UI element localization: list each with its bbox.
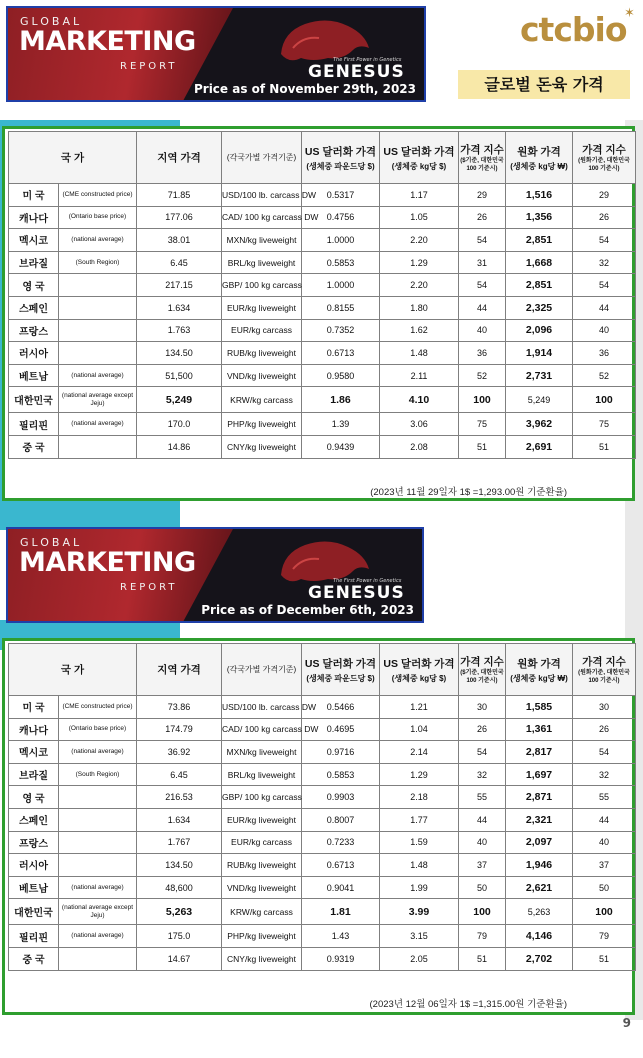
local-price: 14.86 bbox=[137, 435, 222, 458]
index-usd: 79 bbox=[459, 925, 506, 948]
krw-per-kg: 2,731 bbox=[506, 364, 573, 387]
index-usd: 44 bbox=[459, 296, 506, 319]
banner-tagline: The First Power in Genetics bbox=[333, 57, 402, 63]
table-row bbox=[9, 696, 636, 719]
header-local-price: 지역 가격 bbox=[137, 644, 222, 696]
local-price: 6.45 bbox=[137, 251, 222, 274]
price-basis-note bbox=[59, 319, 137, 342]
table-row bbox=[9, 947, 636, 970]
usd-per-kg: 3.15 bbox=[380, 925, 459, 948]
usd-per-kg: 2.05 bbox=[380, 947, 459, 970]
star-icon: ✶ bbox=[624, 6, 634, 21]
usd-per-lb: 0.7233 bbox=[302, 831, 380, 854]
index-usd: 37 bbox=[459, 854, 506, 877]
price-unit: CNY/kg liveweight bbox=[222, 947, 302, 970]
table-row bbox=[9, 786, 636, 809]
price-basis-note bbox=[59, 947, 137, 970]
header-usd-kg: US 달러화 가격 (생체중 kg당 $) bbox=[380, 644, 459, 696]
index-krw: 55 bbox=[573, 786, 636, 809]
krw-per-kg: 1,668 bbox=[506, 251, 573, 274]
krw-per-kg: 2,097 bbox=[506, 831, 573, 854]
index-usd: 54 bbox=[459, 229, 506, 252]
table-row bbox=[9, 229, 636, 252]
country-name: 필리핀 bbox=[9, 413, 59, 436]
krw-per-kg: 1,914 bbox=[506, 342, 573, 365]
price-basis-note: (national average) bbox=[59, 741, 137, 764]
table-spacer-row bbox=[9, 458, 636, 480]
krw-per-kg: 2,851 bbox=[506, 229, 573, 252]
price-basis-note: (South Region) bbox=[59, 763, 137, 786]
local-price: 73.86 bbox=[137, 696, 222, 719]
index-usd: 54 bbox=[459, 741, 506, 764]
country-name: 영 국 bbox=[9, 274, 59, 297]
price-date: Price as of November 29th, 2023 bbox=[193, 82, 416, 96]
price-unit: EUR/kg liveweight bbox=[222, 296, 302, 319]
price-unit: KRW/kg carcass bbox=[222, 387, 302, 413]
table-row bbox=[9, 274, 636, 297]
usd-per-kg: 1.05 bbox=[380, 206, 459, 229]
index-krw: 40 bbox=[573, 319, 636, 342]
price-basis-note: (national average) bbox=[59, 925, 137, 948]
table-row bbox=[9, 854, 636, 877]
usd-per-lb: 1.86 bbox=[302, 387, 380, 413]
price-unit: EUR/kg liveweight bbox=[222, 808, 302, 831]
usd-per-kg: 1.62 bbox=[380, 319, 459, 342]
price-unit: PHP/kg liveweight bbox=[222, 925, 302, 948]
price-basis-note bbox=[59, 342, 137, 365]
usd-per-kg: 1.04 bbox=[380, 718, 459, 741]
index-usd: 75 bbox=[459, 413, 506, 436]
price-basis-note: (national average) bbox=[59, 876, 137, 899]
banner-report: REPORT bbox=[120, 61, 178, 72]
header-usd-lb: US 달러화 가격 (생체중 파운드당 $) bbox=[302, 644, 380, 696]
usd-per-kg: 3.99 bbox=[380, 899, 459, 925]
country-name: 멕시코 bbox=[9, 741, 59, 764]
krw-per-kg: 2,321 bbox=[506, 808, 573, 831]
country-name: 대한민국 bbox=[9, 387, 59, 413]
table-header-row bbox=[9, 644, 636, 696]
index-krw: 32 bbox=[573, 763, 636, 786]
local-price: 216.53 bbox=[137, 786, 222, 809]
price-unit: PHP/kg liveweight bbox=[222, 413, 302, 436]
header-usd-lb: US 달러화 가격 (생체중 파운드당 $) bbox=[302, 132, 380, 184]
usd-per-lb: 0.9319 bbox=[302, 947, 380, 970]
country-name: 미 국 bbox=[9, 696, 59, 719]
price-table-panel-1 bbox=[2, 126, 635, 501]
index-krw: 79 bbox=[573, 925, 636, 948]
country-name: 러시아 bbox=[9, 854, 59, 877]
usd-per-lb: 0.5317 bbox=[302, 184, 380, 207]
usd-per-kg: 1.17 bbox=[380, 184, 459, 207]
price-basis-note: (national average) bbox=[59, 364, 137, 387]
usd-per-kg: 1.48 bbox=[380, 342, 459, 365]
price-unit: GBP/ 100 kg carcass bbox=[222, 786, 302, 809]
usd-per-lb: 0.9580 bbox=[302, 364, 380, 387]
country-name: 중 국 bbox=[9, 435, 59, 458]
price-unit: MXN/kg liveweight bbox=[222, 741, 302, 764]
krw-per-kg: 1,361 bbox=[506, 718, 573, 741]
country-name: 스페인 bbox=[9, 296, 59, 319]
price-unit: CNY/kg liveweight bbox=[222, 435, 302, 458]
krw-per-kg: 2,621 bbox=[506, 876, 573, 899]
krw-per-kg: 1,697 bbox=[506, 763, 573, 786]
header-krw: 원화 가격 (생체중 kg당 ₩) bbox=[506, 132, 573, 184]
price-unit: USD/100 lb. carcass DW bbox=[222, 696, 302, 719]
table-header-row bbox=[9, 132, 636, 184]
krw-per-kg: 2,096 bbox=[506, 319, 573, 342]
country-name: 영 국 bbox=[9, 786, 59, 809]
index-krw: 52 bbox=[573, 364, 636, 387]
price-unit: EUR/kg carcass bbox=[222, 831, 302, 854]
table-row bbox=[9, 184, 636, 207]
table-row bbox=[9, 899, 636, 925]
local-price: 134.50 bbox=[137, 854, 222, 877]
header-index-krw: 가격 지수 (원화기준, 대한민국 100 기준시) bbox=[573, 644, 636, 696]
price-table bbox=[8, 131, 636, 480]
usd-per-kg: 1.80 bbox=[380, 296, 459, 319]
usd-per-kg: 2.20 bbox=[380, 229, 459, 252]
exchange-rate-note-2: (2023년 12월 06일자 1$ =1,315.00원 기준환율) bbox=[369, 999, 567, 1010]
usd-per-kg: 1.77 bbox=[380, 808, 459, 831]
header-country: 국 가 bbox=[9, 644, 137, 696]
header-country: 국 가 bbox=[9, 132, 137, 184]
index-krw: 30 bbox=[573, 696, 636, 719]
banner-marketing-2: MARKETING bbox=[19, 547, 196, 578]
table-row bbox=[9, 251, 636, 274]
index-usd: 51 bbox=[459, 435, 506, 458]
local-price: 6.45 bbox=[137, 763, 222, 786]
index-krw: 44 bbox=[573, 296, 636, 319]
local-price: 1.634 bbox=[137, 296, 222, 319]
krw-per-kg: 2,817 bbox=[506, 741, 573, 764]
banner-genesus: GENESUS bbox=[308, 62, 405, 82]
price-unit: MXN/kg liveweight bbox=[222, 229, 302, 252]
index-krw: 51 bbox=[573, 435, 636, 458]
usd-per-lb: 0.9903 bbox=[302, 786, 380, 809]
index-krw: 37 bbox=[573, 854, 636, 877]
table-row bbox=[9, 319, 636, 342]
banner-report-2: REPORT bbox=[120, 582, 178, 593]
krw-per-kg: 1,946 bbox=[506, 854, 573, 877]
index-krw: 54 bbox=[573, 741, 636, 764]
country-name: 미 국 bbox=[9, 184, 59, 207]
index-krw: 40 bbox=[573, 831, 636, 854]
local-price: 1.634 bbox=[137, 808, 222, 831]
usd-per-lb: 1.81 bbox=[302, 899, 380, 925]
local-price: 5,263 bbox=[137, 899, 222, 925]
index-krw: 36 bbox=[573, 342, 636, 365]
marketing-report-banner bbox=[6, 6, 426, 102]
index-usd: 32 bbox=[459, 763, 506, 786]
local-price: 38.01 bbox=[137, 229, 222, 252]
price-basis-note bbox=[59, 435, 137, 458]
price-unit: VND/kg liveweight bbox=[222, 364, 302, 387]
usd-per-lb: 0.7352 bbox=[302, 319, 380, 342]
usd-per-kg: 4.10 bbox=[380, 387, 459, 413]
table-row bbox=[9, 296, 636, 319]
price-basis-note bbox=[59, 808, 137, 831]
krw-per-kg: 5,263 bbox=[506, 899, 573, 925]
index-usd: 26 bbox=[459, 718, 506, 741]
price-unit: RUB/kg liveweight bbox=[222, 342, 302, 365]
page-title: 글로벌 돈육 가격 bbox=[458, 70, 630, 99]
usd-per-lb: 1.0000 bbox=[302, 229, 380, 252]
country-name: 베트남 bbox=[9, 876, 59, 899]
index-krw: 100 bbox=[573, 387, 636, 413]
country-name: 대한민국 bbox=[9, 899, 59, 925]
usd-per-kg: 2.20 bbox=[380, 274, 459, 297]
index-usd: 36 bbox=[459, 342, 506, 365]
marketing-report-banner-2 bbox=[6, 527, 424, 623]
index-krw: 26 bbox=[573, 206, 636, 229]
local-price: 175.0 bbox=[137, 925, 222, 948]
index-usd: 30 bbox=[459, 696, 506, 719]
table-row bbox=[9, 435, 636, 458]
table-row bbox=[9, 342, 636, 365]
local-price: 14.67 bbox=[137, 947, 222, 970]
table-row bbox=[9, 718, 636, 741]
usd-per-kg: 2.18 bbox=[380, 786, 459, 809]
country-name: 브라질 bbox=[9, 251, 59, 274]
price-unit: VND/kg liveweight bbox=[222, 876, 302, 899]
table-row bbox=[9, 206, 636, 229]
usd-per-lb: 0.5853 bbox=[302, 251, 380, 274]
krw-per-kg: 1,356 bbox=[506, 206, 573, 229]
banner-global: GLOBAL bbox=[20, 15, 83, 28]
usd-per-kg: 2.11 bbox=[380, 364, 459, 387]
price-basis-note: (Ontario base price) bbox=[59, 206, 137, 229]
price-table bbox=[8, 643, 636, 992]
price-basis-note: (CME constructed price) bbox=[59, 696, 137, 719]
price-unit: USD/100 lb. carcass DW bbox=[222, 184, 302, 207]
price-basis-note bbox=[59, 274, 137, 297]
local-price: 217.15 bbox=[137, 274, 222, 297]
krw-per-kg: 2,851 bbox=[506, 274, 573, 297]
price-basis-note bbox=[59, 786, 137, 809]
krw-per-kg: 3,962 bbox=[506, 413, 573, 436]
country-name: 중 국 bbox=[9, 947, 59, 970]
price-basis-note: (Ontario base price) bbox=[59, 718, 137, 741]
price-unit: RUB/kg liveweight bbox=[222, 854, 302, 877]
index-krw: 100 bbox=[573, 899, 636, 925]
index-usd: 55 bbox=[459, 786, 506, 809]
usd-per-kg: 3.06 bbox=[380, 413, 459, 436]
krw-per-kg: 2,702 bbox=[506, 947, 573, 970]
local-price: 48,600 bbox=[137, 876, 222, 899]
banner-tagline-2: The First Power in Genetics bbox=[333, 578, 402, 584]
country-name: 캐나다 bbox=[9, 206, 59, 229]
index-krw: 75 bbox=[573, 413, 636, 436]
index-usd: 100 bbox=[459, 387, 506, 413]
usd-per-lb: 1.39 bbox=[302, 413, 380, 436]
country-name: 프랑스 bbox=[9, 831, 59, 854]
header-index-usd: 가격 지수 ($기준, 대한민국 100 기준시) bbox=[459, 644, 506, 696]
header-local-price: 지역 가격 bbox=[137, 132, 222, 184]
logo-text: ctcbio bbox=[520, 10, 627, 49]
price-basis-note: (national average) bbox=[59, 229, 137, 252]
local-price: 5,249 bbox=[137, 387, 222, 413]
usd-per-lb: 0.8007 bbox=[302, 808, 380, 831]
usd-per-lb: 0.6713 bbox=[302, 854, 380, 877]
local-price: 36.92 bbox=[137, 741, 222, 764]
price-unit: EUR/kg carcass bbox=[222, 319, 302, 342]
usd-per-lb: 0.5466 bbox=[302, 696, 380, 719]
price-basis-note: (national average except Jeju) bbox=[59, 387, 137, 413]
krw-per-kg: 1,585 bbox=[506, 696, 573, 719]
local-price: 134.50 bbox=[137, 342, 222, 365]
table-row bbox=[9, 763, 636, 786]
usd-per-lb: 0.9041 bbox=[302, 876, 380, 899]
usd-per-kg: 2.08 bbox=[380, 435, 459, 458]
usd-per-kg: 1.48 bbox=[380, 854, 459, 877]
page-number: 9 bbox=[622, 1016, 631, 1030]
ctcbio-logo bbox=[520, 6, 634, 49]
krw-per-kg: 1,516 bbox=[506, 184, 573, 207]
usd-per-lb: 0.5853 bbox=[302, 763, 380, 786]
krw-per-kg: 2,325 bbox=[506, 296, 573, 319]
banner-global-2: GLOBAL bbox=[20, 536, 83, 549]
usd-per-kg: 1.59 bbox=[380, 831, 459, 854]
usd-per-kg: 1.29 bbox=[380, 251, 459, 274]
index-krw: 50 bbox=[573, 876, 636, 899]
price-unit: CAD/ 100 kg carcass DW bbox=[222, 718, 302, 741]
price-basis-note: (South Region) bbox=[59, 251, 137, 274]
price-unit: BRL/kg liveweight bbox=[222, 763, 302, 786]
usd-per-kg: 1.21 bbox=[380, 696, 459, 719]
index-krw: 32 bbox=[573, 251, 636, 274]
banner-marketing: MARKETING bbox=[19, 26, 196, 57]
index-usd: 51 bbox=[459, 947, 506, 970]
table-row bbox=[9, 925, 636, 948]
index-usd: 31 bbox=[459, 251, 506, 274]
header-unit-basis: (각국가별 가격기준) bbox=[222, 132, 302, 184]
price-table-panel-2 bbox=[2, 638, 635, 1015]
index-krw: 44 bbox=[573, 808, 636, 831]
usd-per-lb: 0.4695 bbox=[302, 718, 380, 741]
exchange-rate-note-1: (2023년 11월 29일자 1$ =1,293.00원 기준환율) bbox=[370, 487, 567, 498]
table-row bbox=[9, 808, 636, 831]
header-usd-kg: US 달러화 가격 (생체중 kg당 $) bbox=[380, 132, 459, 184]
usd-per-lb: 0.6713 bbox=[302, 342, 380, 365]
country-name: 브라질 bbox=[9, 763, 59, 786]
header-index-krw: 가격 지수 (원화기준, 대한민국 100 기준시) bbox=[573, 132, 636, 184]
index-usd: 44 bbox=[459, 808, 506, 831]
local-price: 1.767 bbox=[137, 831, 222, 854]
usd-per-kg: 1.29 bbox=[380, 763, 459, 786]
price-basis-note: (national average except Jeju) bbox=[59, 899, 137, 925]
country-name: 베트남 bbox=[9, 364, 59, 387]
price-basis-note bbox=[59, 854, 137, 877]
table-row bbox=[9, 831, 636, 854]
price-date-2: Price as of December 6th, 2023 bbox=[201, 603, 414, 617]
price-basis-note bbox=[59, 831, 137, 854]
table-spacer-row bbox=[9, 970, 636, 992]
table-row bbox=[9, 413, 636, 436]
usd-per-lb: 0.8155 bbox=[302, 296, 380, 319]
usd-per-lb: 0.9716 bbox=[302, 741, 380, 764]
local-price: 71.85 bbox=[137, 184, 222, 207]
banner-genesus-2: GENESUS bbox=[308, 583, 405, 603]
index-usd: 50 bbox=[459, 876, 506, 899]
index-krw: 29 bbox=[573, 184, 636, 207]
price-basis-note: (CME constructed price) bbox=[59, 184, 137, 207]
price-basis-note: (national average) bbox=[59, 413, 137, 436]
country-name: 러시아 bbox=[9, 342, 59, 365]
index-usd: 100 bbox=[459, 899, 506, 925]
usd-per-kg: 2.14 bbox=[380, 741, 459, 764]
header-index-usd: 가격 지수 ($기준, 대한민국 100 기준시) bbox=[459, 132, 506, 184]
index-usd: 29 bbox=[459, 184, 506, 207]
local-price: 51,500 bbox=[137, 364, 222, 387]
krw-per-kg: 4,146 bbox=[506, 925, 573, 948]
index-usd: 40 bbox=[459, 319, 506, 342]
table-row bbox=[9, 741, 636, 764]
index-usd: 52 bbox=[459, 364, 506, 387]
krw-per-kg: 2,871 bbox=[506, 786, 573, 809]
index-krw: 26 bbox=[573, 718, 636, 741]
usd-per-lb: 0.9439 bbox=[302, 435, 380, 458]
price-basis-note bbox=[59, 296, 137, 319]
country-name: 스페인 bbox=[9, 808, 59, 831]
country-name: 필리핀 bbox=[9, 925, 59, 948]
krw-per-kg: 5,249 bbox=[506, 387, 573, 413]
usd-per-lb: 1.0000 bbox=[302, 274, 380, 297]
country-name: 멕시코 bbox=[9, 229, 59, 252]
index-usd: 40 bbox=[459, 831, 506, 854]
price-unit: KRW/kg carcass bbox=[222, 899, 302, 925]
table-row bbox=[9, 876, 636, 899]
local-price: 1.763 bbox=[137, 319, 222, 342]
local-price: 174.79 bbox=[137, 718, 222, 741]
header-krw: 원화 가격 (생체중 kg당 ₩) bbox=[506, 644, 573, 696]
index-krw: 54 bbox=[573, 229, 636, 252]
price-unit: BRL/kg liveweight bbox=[222, 251, 302, 274]
table-row bbox=[9, 364, 636, 387]
usd-per-lb: 0.4756 bbox=[302, 206, 380, 229]
table-row bbox=[9, 387, 636, 413]
country-name: 프랑스 bbox=[9, 319, 59, 342]
index-usd: 26 bbox=[459, 206, 506, 229]
local-price: 170.0 bbox=[137, 413, 222, 436]
index-usd: 54 bbox=[459, 274, 506, 297]
price-unit: CAD/ 100 kg carcass DW bbox=[222, 206, 302, 229]
krw-per-kg: 2,691 bbox=[506, 435, 573, 458]
price-unit: GBP/ 100 kg carcass bbox=[222, 274, 302, 297]
usd-per-kg: 1.99 bbox=[380, 876, 459, 899]
index-krw: 51 bbox=[573, 947, 636, 970]
usd-per-lb: 1.43 bbox=[302, 925, 380, 948]
header-unit-basis: (각국가별 가격기준) bbox=[222, 644, 302, 696]
index-krw: 54 bbox=[573, 274, 636, 297]
country-name: 캐나다 bbox=[9, 718, 59, 741]
local-price: 177.06 bbox=[137, 206, 222, 229]
